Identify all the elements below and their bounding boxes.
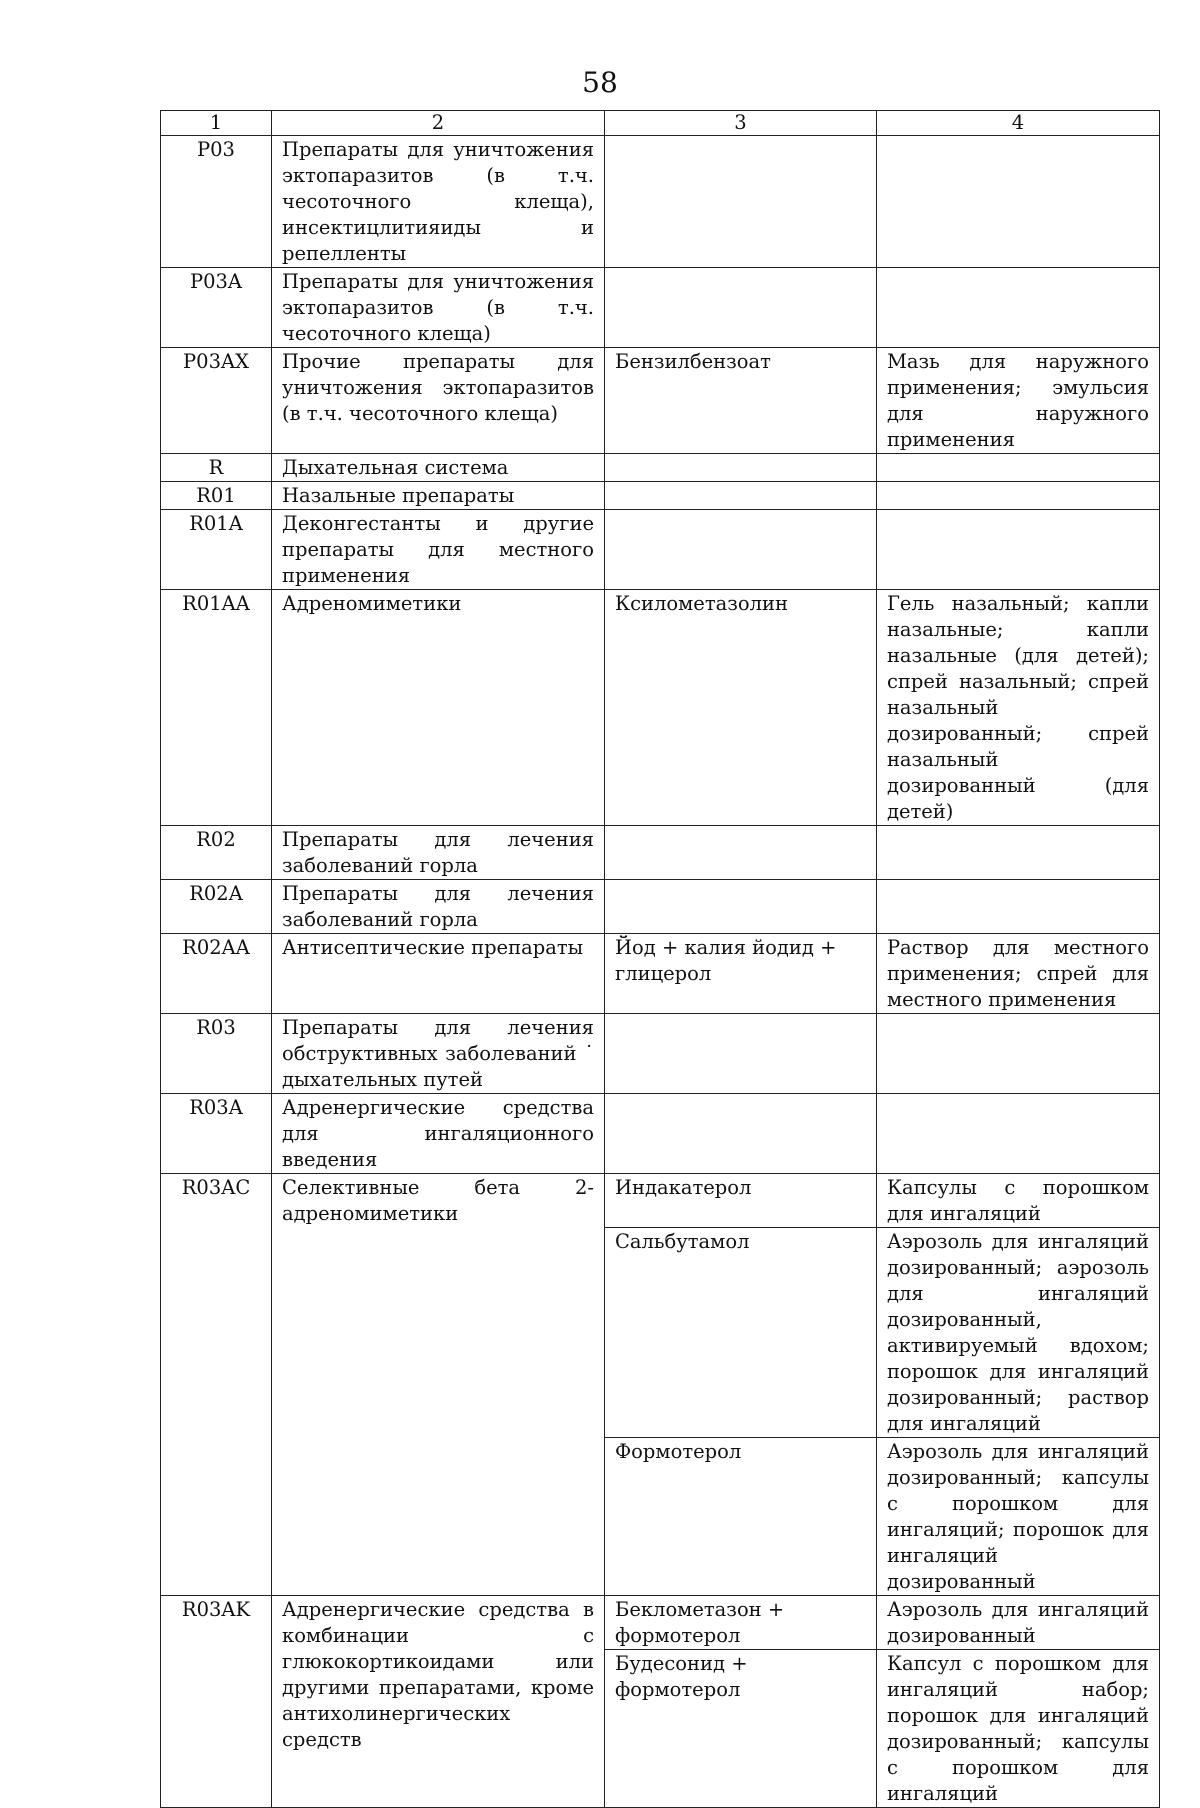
atc-code-cell: R01 <box>161 482 272 510</box>
dosage-form-cell <box>876 454 1159 482</box>
table-row <box>161 590 1160 826</box>
dosage-form-cell: Аэрозоль для ингаляций дозированный; капсулы с порошком для ингаляций; порошок для ингаляций дозированный <box>876 1438 1159 1596</box>
table-row <box>161 880 1160 934</box>
table-row <box>161 482 1160 510</box>
dosage-form-cell: Капсулы с порошком для ингаляций <box>876 1174 1159 1228</box>
column-header: 2 <box>272 111 605 136</box>
column-header: 1 <box>161 111 272 136</box>
dosage-form-cell <box>876 510 1159 590</box>
drug-name-cell <box>605 1094 877 1174</box>
drug-name-cell: Будесонид + формотерол <box>605 1650 877 1808</box>
table-row <box>161 454 1160 482</box>
dosage-form-cell: Аэрозоль для ингаляций дозированный <box>876 1596 1159 1650</box>
drug-name-cell: Ксилометазолин <box>605 590 877 826</box>
group-name-cell: Прочие препараты для уничтожения эктопаразитов (в т.ч. чесоточного клеща) <box>272 348 605 454</box>
atc-code-cell: R02AA <box>161 934 272 1014</box>
atc-code-cell: R03AK <box>161 1596 272 1808</box>
table-row <box>161 510 1160 590</box>
drug-name-cell: Сальбутамол <box>605 1228 877 1438</box>
atc-code-cell: P03 <box>161 136 272 268</box>
dosage-form-cell: Раствор для местного применения; спрей для местного применения <box>876 934 1159 1014</box>
dosage-form-cell: Аэрозоль для ингаляций дозированный; аэрозоль для ингаляций дозированный, активируемый вдохом; порошок для ингаляций дозированный; раствор для ингаляций <box>876 1228 1159 1438</box>
table-row <box>161 1174 1160 1228</box>
drug-name-cell <box>605 454 877 482</box>
drug-name-cell <box>605 1014 877 1094</box>
drug-name-cell <box>605 268 877 348</box>
group-name-cell: Селективные бета 2-адреномиметики <box>272 1174 605 1596</box>
dosage-form-cell <box>876 1014 1159 1094</box>
drug-classification-table <box>160 110 1160 1808</box>
group-name-cell: Дыхательная система <box>272 454 605 482</box>
group-name-cell: Адренергические средства для ингаляционного введения <box>272 1094 605 1174</box>
table-row <box>161 1596 1160 1650</box>
column-header: 4 <box>876 111 1159 136</box>
table-row <box>161 934 1160 1014</box>
drug-name-cell <box>605 136 877 268</box>
dosage-form-cell <box>876 1094 1159 1174</box>
table-row <box>161 348 1160 454</box>
group-name-cell: Адренергические средства в комбинации с глюкокортикоидами или другими препаратами, кроме антихолинергических средств <box>272 1596 605 1808</box>
group-name-cell: Препараты для уничтожения эктопаразитов (в т.ч. чесоточного клеща) <box>272 268 605 348</box>
drug-name-cell: Формотерол <box>605 1438 877 1596</box>
group-name-cell: Адреномиметики <box>272 590 605 826</box>
atc-code-cell: R03A <box>161 1094 272 1174</box>
group-name-cell: Препараты для лечения заболеваний горла <box>272 880 605 934</box>
dosage-form-cell: Гель назальный; капли назальные; капли назальные (для детей); спрей назальный; спрей назальный дозированный; спрей назальный дозированный (для детей) <box>876 590 1159 826</box>
dosage-form-cell <box>876 136 1159 268</box>
dosage-form-cell <box>876 268 1159 348</box>
atc-code-cell: R01AA <box>161 590 272 826</box>
atc-code-cell: R01A <box>161 510 272 590</box>
dosage-form-cell: Мазь для наружного применения; эмульсия для наружного применения <box>876 348 1159 454</box>
drug-name-cell <box>605 826 877 880</box>
table-row <box>161 1094 1160 1174</box>
dosage-form-cell <box>876 482 1159 510</box>
atc-code-cell: P03AX <box>161 348 272 454</box>
atc-code-cell: R <box>161 454 272 482</box>
group-name-cell: Антисептические препараты <box>272 934 605 1014</box>
table-row <box>161 136 1160 268</box>
page-number: 58 <box>582 66 618 99</box>
drug-name-cell <box>605 482 877 510</box>
group-name-cell: Назальные препараты <box>272 482 605 510</box>
drug-name-cell: Беклометазон + формотерол <box>605 1596 877 1650</box>
dosage-form-cell <box>876 880 1159 934</box>
atc-code-cell: R03 <box>161 1014 272 1094</box>
column-header: 3 <box>605 111 877 136</box>
table-header-row <box>161 111 1160 136</box>
table-row <box>161 826 1160 880</box>
dosage-form-cell <box>876 826 1159 880</box>
drug-name-cell: Йод + калия йодид + глицерол <box>605 934 877 1014</box>
atc-code-cell: R03AC <box>161 1174 272 1596</box>
drug-name-cell: Бензилбензоат <box>605 348 877 454</box>
atc-code-cell: P03A <box>161 268 272 348</box>
table-row <box>161 1014 1160 1094</box>
group-name-cell: Препараты для лечения обструктивных заболеваний ˙ дыхательных путей <box>272 1014 605 1094</box>
dosage-form-cell: Капсул с порошком для ингаляций набор; порошок для ингаляций дозированный; капсулы с порошком для ингаляций <box>876 1650 1159 1808</box>
drug-name-cell: Индакатерол <box>605 1174 877 1228</box>
drug-name-cell <box>605 510 877 590</box>
atc-code-cell: R02A <box>161 880 272 934</box>
group-name-cell: Препараты для уничтожения эктопаразитов (в т.ч. чесоточного клеща), инсектицлитияиды и репелленты <box>272 136 605 268</box>
group-name-cell: Деконгестанты и другие препараты для местного применения <box>272 510 605 590</box>
drug-name-cell <box>605 880 877 934</box>
table-row <box>161 268 1160 348</box>
group-name-cell: Препараты для лечения заболеваний горла <box>272 826 605 880</box>
atc-code-cell: R02 <box>161 826 272 880</box>
